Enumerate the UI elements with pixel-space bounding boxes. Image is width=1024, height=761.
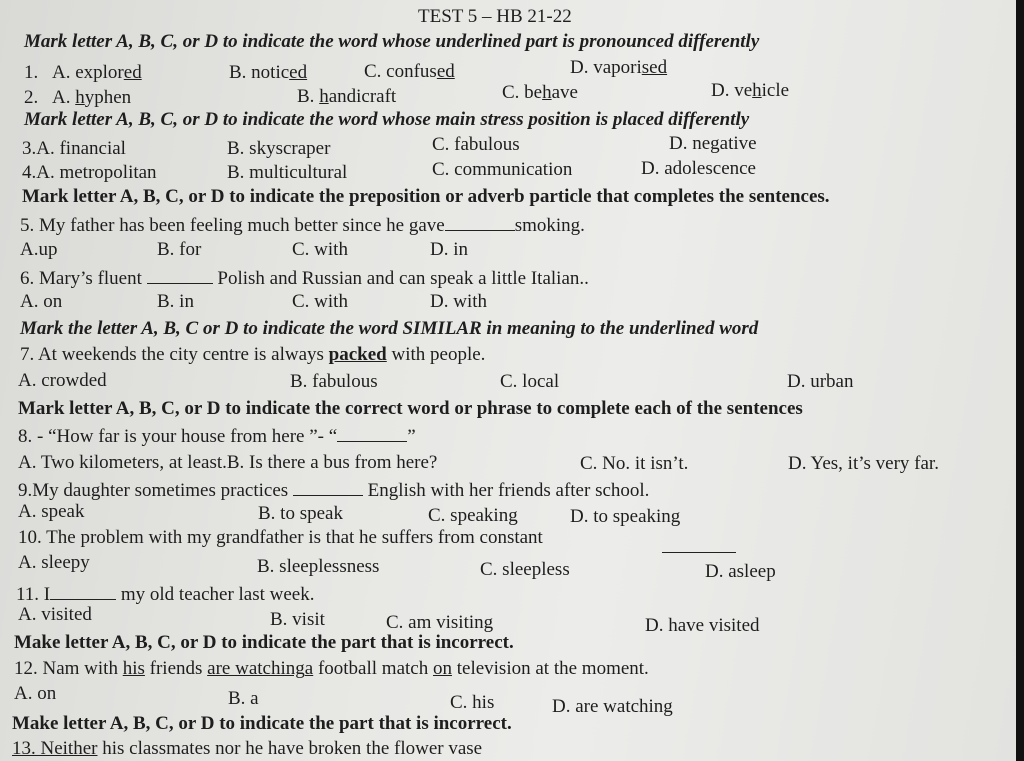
q4-option-d: D. adolescence bbox=[641, 158, 756, 179]
q1-option-b: B. noticed bbox=[229, 62, 308, 83]
q4-option-a: 4.A. metropolitan bbox=[22, 162, 157, 183]
q2-option-d: D. vehicle bbox=[711, 80, 790, 101]
q8-blank bbox=[337, 423, 407, 442]
q8-option-ab: A. Two kilometers, at least.B. Is there a bus from here? bbox=[18, 452, 438, 473]
q8-option-d: D. Yes, it’s very far. bbox=[788, 453, 939, 474]
q2-option-c: C. behave bbox=[502, 82, 578, 103]
q1-option-d: D. vaporised bbox=[570, 57, 668, 78]
q7-option-b: B. fabulous bbox=[290, 371, 378, 392]
section-1-instruction: Mark letter A, B, C, or D to indicate the word whose underlined part is pronounced differently bbox=[24, 31, 760, 52]
section-4-instruction: Mark the letter A, B, C or D to indicate the word SIMILAR in meaning to the underlined word bbox=[20, 318, 759, 339]
q5-option-d: D. in bbox=[430, 239, 468, 260]
q6-option-a: A. on bbox=[20, 291, 63, 312]
q2-option-b: B. handicraft bbox=[297, 86, 397, 107]
q7-option-a: A. crowded bbox=[18, 370, 107, 391]
q7-option-d: D. urban bbox=[787, 371, 854, 392]
q1-option-a: A. explored bbox=[52, 62, 142, 83]
q6-option-c: C. with bbox=[292, 291, 348, 312]
page-title: TEST 5 – HB 21-22 bbox=[418, 6, 572, 27]
section-7-instruction: Make letter A, B, C, or D to indicate the part that is incorrect. bbox=[12, 713, 512, 734]
q9-blank bbox=[293, 477, 363, 496]
q5-option-b: B. for bbox=[157, 239, 202, 260]
q3-option-b: B. skyscraper bbox=[227, 138, 331, 159]
q10-option-b: B. sleeplessness bbox=[257, 556, 380, 577]
section-5-instruction: Mark letter A, B, C, or D to indicate the correct word or phrase to complete each of the sentences bbox=[18, 398, 803, 419]
q6-option-b: B. in bbox=[157, 291, 194, 312]
q12-option-a: A. on bbox=[14, 683, 57, 704]
q8-stem: 8. - “How far is your house from here ”- “ ” bbox=[18, 423, 416, 448]
q6-stem: 6. Mary’s fluent Polish and Russian and can speak a little Italian.. bbox=[20, 265, 589, 290]
section-3-instruction: Mark letter A, B, C, or D to indicate the preposition or adverb particle that completes the sentences. bbox=[22, 186, 830, 207]
q10-option-d: D. asleep bbox=[705, 561, 776, 582]
q1-option-c: C. confused bbox=[364, 61, 455, 82]
q5-option-c: C. with bbox=[292, 239, 348, 260]
photo-dark-edge bbox=[1016, 0, 1024, 761]
q10-blank bbox=[662, 534, 736, 553]
q11-stem: 11. I my old teacher last week. bbox=[16, 581, 315, 606]
q2-number: 2. bbox=[24, 87, 39, 108]
q5-stem: 5. My father has been feeling much better since he gave smoking. bbox=[20, 212, 585, 237]
q9-option-d: D. to speaking bbox=[570, 506, 681, 527]
q8-option-c: C. No. it isn’t. bbox=[580, 453, 689, 474]
q12-option-c: C. his bbox=[450, 692, 495, 713]
q6-blank bbox=[147, 265, 213, 284]
q5-blank bbox=[445, 212, 515, 231]
q7-stem: 7. At weekends the city centre is always packed with people. bbox=[20, 344, 486, 365]
q1-number: 1. bbox=[24, 62, 39, 83]
section-2-instruction: Mark letter A, B, C, or D to indicate the word whose main stress position is placed differently bbox=[24, 109, 750, 130]
q10-option-c: C. sleepless bbox=[480, 559, 570, 580]
q9-stem: 9.My daughter sometimes practices English with her friends after school. bbox=[18, 477, 649, 502]
q2-option-a: A. hyphen bbox=[52, 87, 132, 108]
q6-option-d: D. with bbox=[430, 291, 487, 312]
q7-option-c: C. local bbox=[500, 371, 560, 392]
q12-stem: 12. Nam with his friends are watchinga football match on television at the moment. bbox=[14, 658, 649, 679]
q12-option-d: D. are watching bbox=[552, 696, 673, 717]
q9-option-b: B. to speak bbox=[258, 503, 343, 524]
q5-option-a: A.up bbox=[20, 239, 58, 260]
q10-option-a: A. sleepy bbox=[18, 552, 90, 573]
q11-option-c: C. am visiting bbox=[386, 612, 494, 633]
q3-option-d: D. negative bbox=[669, 133, 757, 154]
section-6-instruction: Make letter A, B, C, or D to indicate the part that is incorrect. bbox=[14, 632, 514, 653]
q11-option-b: B. visit bbox=[270, 609, 325, 630]
q11-blank bbox=[50, 581, 116, 600]
q11-option-d: D. have visited bbox=[645, 615, 760, 636]
q13-stem: 13. Neither his classmates nor he have broken the flower vase bbox=[12, 738, 483, 759]
q4-option-c: C. communication bbox=[432, 159, 573, 180]
q10-stem: 10. The problem with my grandfather is that he suffers from constant bbox=[18, 527, 543, 548]
q12-option-b: B. a bbox=[228, 688, 259, 709]
q9-option-a: A. speak bbox=[18, 501, 85, 522]
q11-option-a: A. visited bbox=[18, 604, 92, 625]
q3-option-a: 3.A. financial bbox=[22, 138, 126, 159]
q3-option-c: C. fabulous bbox=[432, 134, 520, 155]
q9-option-c: C. speaking bbox=[428, 505, 518, 526]
q4-option-b: B. multicultural bbox=[227, 162, 348, 183]
